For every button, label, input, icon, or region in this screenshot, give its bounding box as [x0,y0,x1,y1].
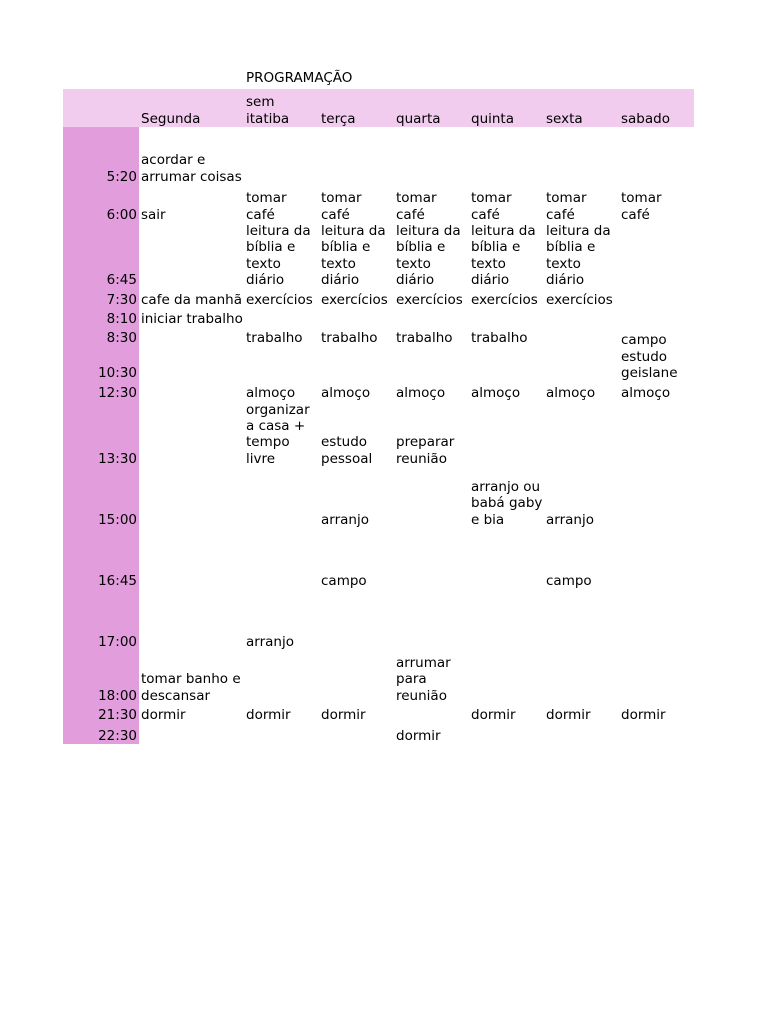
schedule-cell[interactable]: cafe da manhã [141,292,242,309]
schedule-cell[interactable]: tomar banho e descansar [141,671,241,704]
header-corner-cell[interactable] [63,89,139,127]
schedule-cell[interactable]: exercícios [546,292,613,309]
schedule-cell[interactable] [619,723,694,744]
schedule-cell[interactable]: exercícios [321,292,388,309]
schedule-cell[interactable]: campo [546,572,592,589]
schedule-cell[interactable] [394,347,469,382]
schedule-cell[interactable]: trabalho [396,330,453,347]
schedule-cell[interactable] [619,589,694,650]
schedule-cell[interactable]: preparar reunião [396,434,455,467]
page-title: PROGRAMAÇÃO [246,70,353,86]
schedule-cell[interactable] [394,704,469,723]
schedule-cell[interactable]: dormir [471,706,516,723]
schedule-cell[interactable]: almoço [396,385,446,402]
schedule-cell[interactable]: arrumar para reunião [396,655,451,704]
time-cell[interactable]: 7:30 [63,289,139,309]
time-cell[interactable]: 13:30 [63,402,139,468]
schedule-cell[interactable] [394,467,469,528]
schedule-cell[interactable] [319,723,394,744]
schedule-cell[interactable] [244,347,319,382]
header-terca[interactable]: terça [319,89,394,127]
table-row [63,309,694,328]
schedule-cell[interactable] [619,127,694,185]
time-cell[interactable]: 12:30 [63,382,139,402]
schedule-cell[interactable]: leitura da bíblia e texto diário [546,223,611,289]
schedule-cell[interactable] [244,127,319,185]
schedule-cell[interactable]: exercícios [471,292,538,309]
schedule-cell[interactable]: sair [141,206,166,223]
schedule-cell[interactable] [619,309,694,328]
schedule-cell[interactable]: trabalho [321,330,378,347]
schedule-cell[interactable] [244,467,319,528]
schedule-cell[interactable]: exercícios [246,292,313,309]
time-cell[interactable]: 16:45 [63,528,139,589]
schedule-cell[interactable]: leitura da bíblia e texto diário [321,223,386,289]
schedule-cell[interactable]: tomar café [246,190,287,223]
schedule-cell[interactable]: dormir [546,706,591,723]
schedule-cell[interactable] [544,402,619,468]
schedule-cell[interactable]: iniciar trabalho [141,311,243,328]
schedule-cell[interactable] [139,589,244,650]
schedule-cell[interactable] [469,650,544,704]
schedule-cell[interactable]: arranjo [321,511,369,528]
header-segunda[interactable]: Segunda [139,89,244,127]
schedule-cell[interactable] [139,467,244,528]
schedule-cell[interactable] [544,347,619,382]
schedule-cell[interactable] [139,402,244,468]
schedule-cell[interactable]: dormir [141,706,186,723]
time-cell[interactable]: 5:20 [63,127,139,185]
time-cell[interactable]: 21:30 [63,704,139,723]
table-row [63,185,694,223]
schedule-cell[interactable] [319,650,394,704]
header-sabado[interactable]: sabado [619,89,694,127]
time-cell[interactable]: 17:00 [63,589,139,650]
schedule-cell[interactable]: leitura da bíblia e texto diário [396,223,461,289]
schedule-cell[interactable]: exercícios [396,292,463,309]
schedule-cell[interactable]: organizar a casa + tempo livre [246,401,310,467]
schedule-cell[interactable]: dormir [321,706,366,723]
table-row [63,528,694,589]
schedule-cell[interactable] [544,328,619,347]
schedule-cell[interactable] [139,347,244,382]
header-row [63,89,694,127]
schedule-cell[interactable] [619,467,694,528]
schedule-cell[interactable]: tomar café [471,190,512,223]
schedule-cell[interactable] [469,528,544,589]
schedule-cell[interactable] [319,347,394,382]
time-cell[interactable]: 6:45 [63,223,139,289]
schedule-cell[interactable] [619,528,694,589]
schedule-cell[interactable]: arranjo [546,511,594,528]
schedule-cell[interactable] [319,309,394,328]
schedule-cell[interactable] [619,223,694,289]
schedule-cell[interactable]: campo estudo geislane [621,332,678,382]
schedule-cell[interactable] [319,127,394,185]
schedule-cell[interactable]: tomar café [396,190,437,223]
table-row [63,467,694,528]
schedule-cell[interactable] [394,528,469,589]
schedule-cell[interactable] [139,528,244,589]
header-sexta[interactable]: sexta [544,89,619,127]
schedule-cell[interactable] [544,589,619,650]
table-row [63,223,694,289]
table-row [63,127,694,185]
schedule-cell[interactable] [544,127,619,185]
header-quarta[interactable]: quarta [394,89,469,127]
schedule-cell[interactable]: almoço [471,385,521,402]
table-row [63,650,694,704]
table-row [63,589,694,650]
schedule-cell[interactable] [469,402,544,468]
header-sem-itatiba[interactable]: sem itatiba [244,89,319,127]
schedule-cell[interactable] [139,382,244,402]
schedule-cell[interactable]: tomar café [546,190,587,223]
schedule-cell[interactable]: almoço [546,385,596,402]
schedule-cell[interactable]: dormir [621,706,666,723]
schedule-cell[interactable]: trabalho [471,330,528,347]
time-cell[interactable]: 8:30 [63,328,139,347]
time-cell[interactable]: 15:00 [63,467,139,528]
schedule-cell[interactable] [469,589,544,650]
time-cell[interactable]: 22:30 [63,723,139,744]
schedule-cell[interactable]: campo [321,572,367,589]
table-row [63,402,694,468]
schedule-cell[interactable] [244,309,319,328]
schedule-cell[interactable] [619,402,694,468]
schedule-cell[interactable]: tomar café [321,190,362,223]
schedule-cell[interactable] [469,127,544,185]
time-cell[interactable]: 6:00 [63,185,139,223]
schedule-cell[interactable]: dormir [246,706,291,723]
schedule-cell[interactable] [394,127,469,185]
schedule-cell[interactable] [139,223,244,289]
schedule-cell[interactable] [619,289,694,309]
schedule-cell[interactable] [469,309,544,328]
table-row [63,289,694,309]
schedule-cell[interactable] [319,589,394,650]
schedule-cell[interactable]: acordar e arrumar coisas [141,152,242,185]
schedule-cell[interactable] [544,309,619,328]
schedule-cell[interactable] [619,650,694,704]
schedule-cell[interactable]: leitura da bíblia e texto diário [246,223,311,289]
table-row [63,723,694,744]
schedule-cell[interactable]: estudo pessoal [321,434,373,467]
schedule-cell[interactable]: leitura da bíblia e texto diário [471,223,536,289]
schedule-cell[interactable]: tomar café [621,190,662,223]
schedule-cell[interactable]: arranjo ou babá gaby e bia [471,479,543,528]
schedule-cell[interactable] [139,723,244,744]
schedule-cell[interactable] [469,347,544,382]
schedule-cell[interactable] [394,589,469,650]
schedule-cell[interactable] [244,650,319,704]
schedule-cell[interactable]: trabalho [246,330,303,347]
schedule-cell[interactable]: arranjo [246,633,294,650]
table-row [63,347,694,382]
schedule-cell[interactable]: almoço [321,385,371,402]
time-cell[interactable]: 18:00 [63,650,139,704]
schedule-cell[interactable] [244,723,319,744]
time-cell[interactable]: 10:30 [63,347,139,382]
schedule-cell[interactable] [544,723,619,744]
table-row [63,328,694,347]
header-quinta[interactable]: quinta [469,89,544,127]
schedule-cell[interactable] [394,309,469,328]
schedule-cell[interactable]: almoço [246,385,296,402]
schedule-cell[interactable] [139,328,244,347]
schedule-cell[interactable] [469,723,544,744]
schedule-cell[interactable] [544,650,619,704]
schedule-cell[interactable]: dormir [396,727,441,744]
schedule-table [63,89,694,744]
table-row [63,704,694,723]
table-row [63,382,694,402]
time-cell[interactable]: 8:10 [63,309,139,328]
schedule-cell[interactable]: almoço [621,385,671,402]
schedule-cell[interactable] [244,528,319,589]
